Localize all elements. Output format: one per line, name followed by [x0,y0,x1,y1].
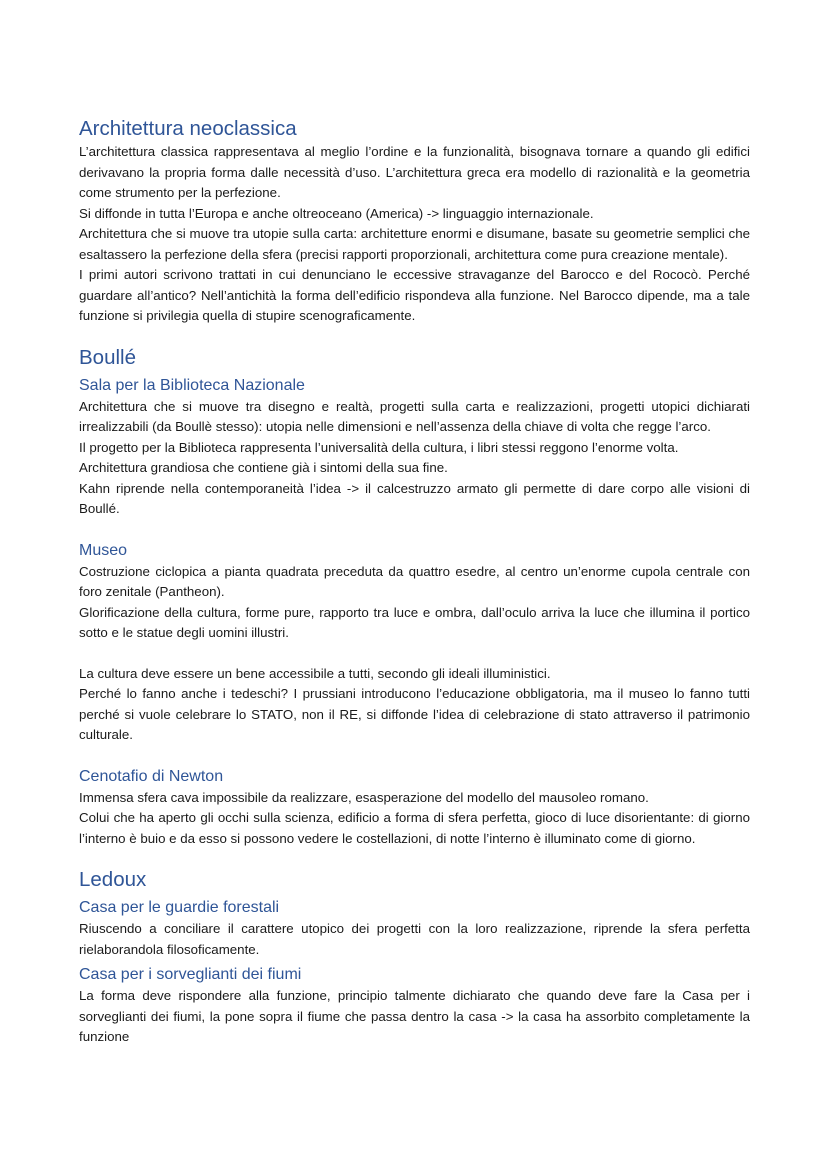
subheading-cenotafio-newton: Cenotafio di Newton [79,767,224,785]
subheading-casa-guardie-forestali: Casa per le guardie forestali [79,899,280,916]
paragraph: Architettura grandiosa che contiene già i sintomi della sua fine. [79,460,448,475]
paragraph: Costruzione ciclopica a pianta quadrata preceduta da quattro esedre, al centro un’enorme cupola centrale con foro zenitale (Pantheon). [79,563,750,599]
paragraph: Architettura che si muove tra utopie sulla carta: architetture enormi e disumane, basate su geometrie semplici che esaltassero la perfezione della sfera (precisi rapporti proporzionali, architettura come pura creazione mentale). [79,226,750,262]
paragraph: Immensa sfera cava impossibile da realizzare, esasperazione del modello del mausoleo romano. [79,789,649,805]
paragraph: Colui che ha aperto gli occhi sulla scienza, edificio a forma di sfera perfetta, gioco di luce disorientante: di giorno l’interno è buio e da esso si possono vedere le costellazioni, di notte l’interno è illuminato come di giorno. [79,810,750,846]
paragraph: Perché lo fanno anche i tedeschi? I prussiani introducono l’educazione obbligatoria, ma il museo lo fanno tutti perché si vuole celebrare lo STATO, non il RE, si diffonde l’idea di celebrazione di stato attraverso il patrimonio culturale. [79,686,750,742]
subheading-casa-sorveglianti-fiumi: Casa per i sorveglianti dei fiumi [79,966,302,983]
paragraph: Il progetto per la Biblioteca rappresenta l’universalità della cultura, i libri stessi reggono l’enorme volta. [79,439,679,455]
heading-ledoux: Ledoux [79,868,147,891]
document-page [79,116,750,1048]
subheading-museo: Museo [79,541,128,559]
paragraph: L’architettura classica rappresentava al meglio l’ordine e la funzionalità, bisognava tornare a quando gli edifici derivavano la propria forma dalle necessità d’uso. L’architettura greca era modello di razionalità e la geometria come strumento per la perfezione. [79,144,750,200]
paragraph: Glorificazione della cultura, forme pure, rapporto tra luce e ombra, dall’oculo arriva la luce che illumina il portico sotto e le statue degli uomini illustri. [79,604,750,640]
paragraph: La cultura deve essere un bene accessibile a tutti, secondo gli ideali illuministici. [79,665,551,681]
paragraph: I primi autori scrivono trattati in cui denunciano le eccessive stravaganze del Barocco e del Rococò. Perché guardare all’antico? Nell’antichità la forma dell’edificio rispondeva alla funzione. Nel Barocco dipende, ma a tale funzione si privilegia quella di stupire scenograficamente. [79,267,750,323]
paragraph: Kahn riprende nella contemporaneità l’idea -> il calcestruzzo armato gli permette di dare corpo alle visioni di Boullé. [79,480,750,516]
paragraph: Si diffonde in tutta l’Europa e anche oltreoceano (America) -> linguaggio internazionale. [79,205,594,221]
heading-boulle: Boullé [79,345,136,369]
paragraph: Architettura che si muove tra disegno e realtà, progetti sulla carta e realizzazioni, progetti utopici dichiarati irrealizzabili (da Boullè stesso): utopia nelle dimensioni e nell’assenza della chiave di volta che regge l’arco. [79,398,750,434]
subheading-sala-biblioteca: Sala per la Biblioteca Nazionale [79,376,305,394]
heading-architettura-neoclassica: Architettura neoclassica [79,117,297,140]
paragraph: La forma deve rispondere alla funzione, principio talmente dichiarato che quando deve fare la Casa per i sorveglianti dei fiumi, la pone sopra il fiume che passa dentro la casa -> la casa ha assorbito completamente la funzione [79,988,750,1044]
paragraph: Riuscendo a conciliare il carattere utopico dei progetti con la loro realizzazione, riprende la sfera perfetta rielaborandola filosoficamente. [79,921,750,957]
